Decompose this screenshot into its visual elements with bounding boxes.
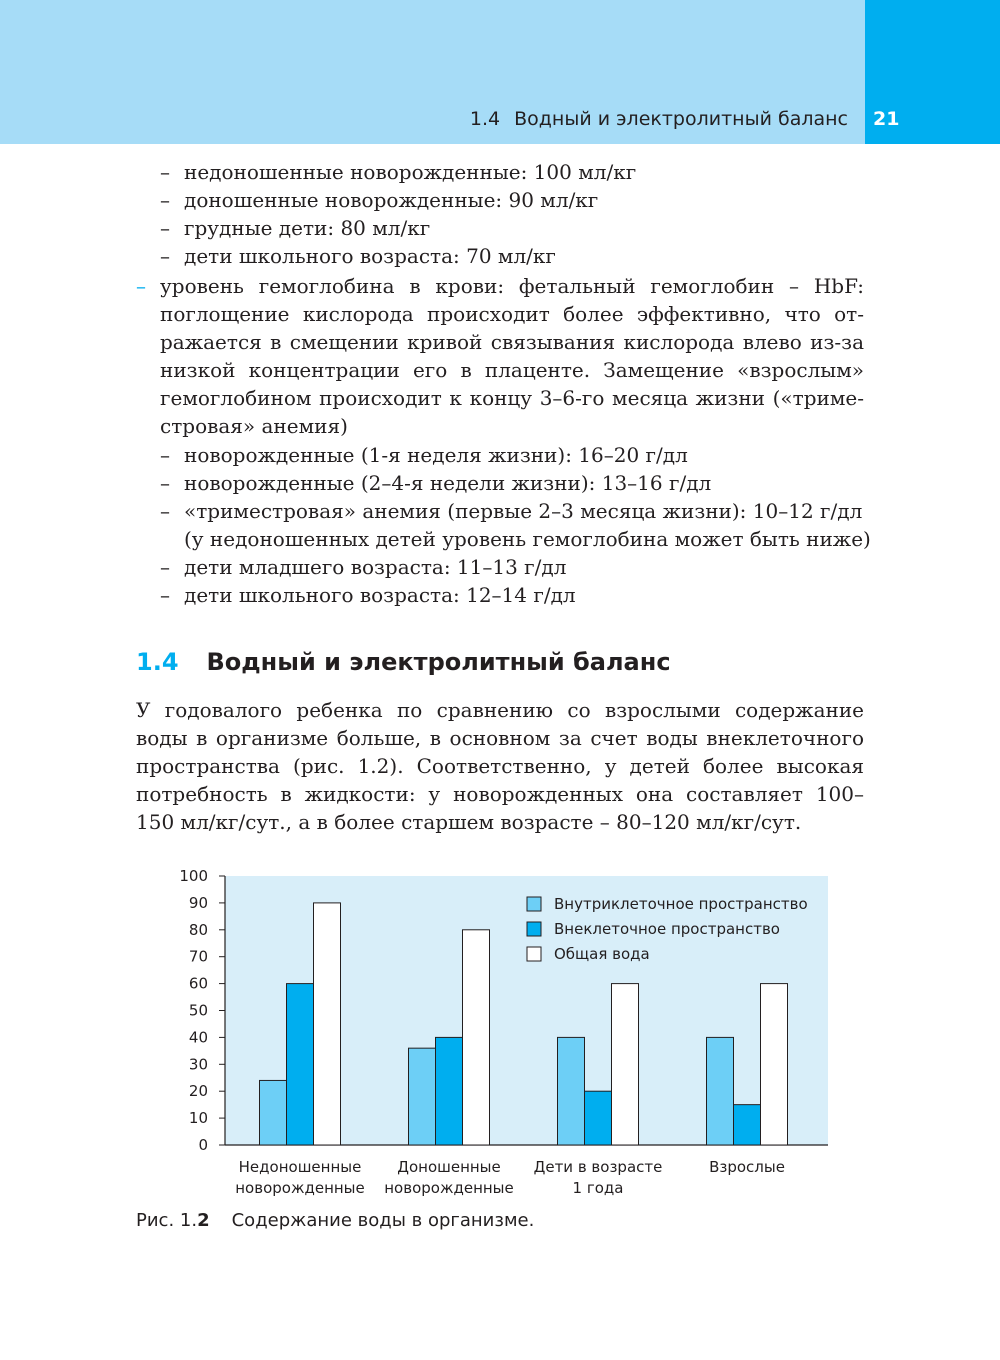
legend-label: Внеклеточное пространство — [554, 920, 780, 938]
list-item: – дети младшего возраста: 11–13 г/дл — [160, 555, 567, 579]
bar — [409, 1048, 436, 1145]
bar — [314, 903, 341, 1145]
bar — [585, 1091, 612, 1145]
paragraph-line: потребность в жидкости: у новорожденных она составляет 100– — [136, 782, 864, 806]
list-item: – недоношенные новорожденные: 100 мл/кг — [160, 160, 637, 184]
y-tick-label: 90 — [188, 893, 208, 912]
bar — [463, 930, 490, 1145]
list-item: – грудные дети: 80 мл/кг — [160, 216, 431, 240]
list-item: – дети школьного возраста: 70 мл/кг — [160, 244, 556, 268]
y-tick-label: 70 — [188, 947, 208, 966]
bar — [707, 1037, 734, 1145]
list-item-continuation: (у недоношенных детей уровень гемоглобина может быть ниже) — [184, 527, 871, 551]
y-tick-label: 0 — [198, 1136, 208, 1154]
running-header-title: 1.4 Водный и электролитный баланс — [469, 108, 848, 130]
bar — [734, 1105, 761, 1145]
y-tick-label: 80 — [188, 920, 208, 939]
paragraph-line: У годовалого ребенка по сравнению со взрослыми содержание — [136, 698, 864, 722]
paragraph-line: 150 мл/кг/сут., а в более старшем возрасте – 80–120 мл/кг/сут. — [136, 810, 802, 834]
list-item: – новорожденные (2–4-я недели жизни): 13–16 г/дл — [160, 471, 712, 495]
x-tick-label: Доношенные — [397, 1158, 501, 1176]
x-tick-label: 1 года — [572, 1179, 624, 1197]
paragraph-line: ражается в смещении кривой связывания кислорода влево из-за — [160, 330, 864, 354]
bar — [761, 984, 788, 1145]
legend-swatch — [527, 922, 541, 936]
y-tick-label: 100 — [179, 867, 208, 885]
water-content-chart — [0, 860, 1000, 1205]
legend-swatch — [527, 947, 541, 961]
paragraph-line: низкой концентрации его в плаценте. Замещение «взрослым» — [160, 358, 864, 382]
legend-label: Общая вода — [554, 945, 650, 963]
list-item: – «триместровая» анемия (первые 2–3 месяца жизни): 10–12 г/дл — [160, 499, 863, 523]
bar — [436, 1037, 463, 1145]
paragraph-line: поглощение кислорода происходит более эффективно, что от- — [160, 302, 864, 326]
bar — [612, 984, 639, 1145]
paragraph-line: пространства (рис. 1.2). Соответственно, у детей более высокая — [136, 754, 864, 778]
x-tick-label: новорожденные — [384, 1179, 514, 1197]
x-tick-label: Дети в возрасте — [533, 1158, 663, 1176]
page-number: 21 — [873, 108, 900, 130]
list-item: – доношенные новорожденные: 90 мл/кг — [160, 188, 599, 212]
paragraph-line: гемоглобином происходит к концу 3–6-го месяца жизни («триме- — [160, 386, 864, 410]
x-tick-label: новорожденные — [235, 1179, 365, 1197]
paragraph-line: уровень гемоглобина в крови: фетальный гемоглобин – HbF: — [160, 274, 864, 298]
y-tick-label: 60 — [188, 974, 208, 993]
y-tick-label: 50 — [188, 1001, 208, 1020]
section-heading: 1.4 Водный и электролитный баланс — [136, 648, 671, 676]
x-tick-label: Взрослые — [709, 1158, 785, 1176]
y-tick-label: 40 — [188, 1028, 208, 1047]
paragraph-line: воды в организме больше, в основном за счет воды внеклеточного — [136, 726, 864, 750]
legend-label: Внутриклеточное пространство — [554, 895, 808, 913]
x-tick-label: Недоношенные — [238, 1158, 362, 1176]
bar — [558, 1037, 585, 1145]
list-item: – дети школьного возраста: 12–14 г/дл — [160, 583, 576, 607]
y-tick-label: 10 — [188, 1109, 208, 1128]
y-tick-label: 30 — [188, 1055, 208, 1074]
bar — [287, 984, 314, 1145]
paragraph-line: стровая» анемия) — [160, 414, 348, 438]
list-item: – новорожденные (1-я неделя жизни): 16–20 г/дл — [160, 443, 688, 467]
figure-caption: Рис. 1.2 Содержание воды в организме. — [136, 1210, 535, 1231]
bar — [260, 1080, 287, 1145]
bullet-dash: – — [136, 274, 146, 298]
y-tick-label: 20 — [188, 1082, 208, 1101]
legend-swatch — [527, 897, 541, 911]
